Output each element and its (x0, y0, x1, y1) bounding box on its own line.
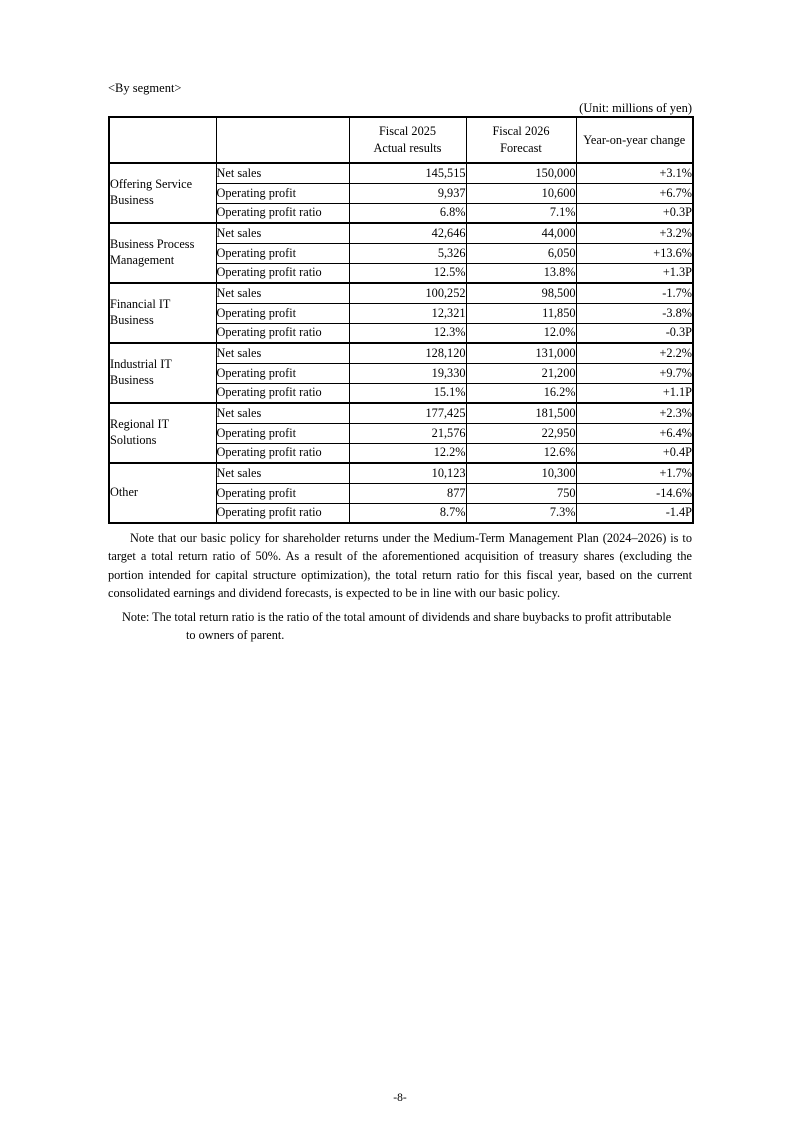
row-label: Net sales (216, 463, 349, 483)
cell-fy2025: 10,123 (349, 463, 466, 483)
cell-fy2025: 12.3% (349, 323, 466, 343)
header-fiscal-2025 (349, 117, 466, 163)
segment-label: Regional IT Solutions (109, 403, 216, 463)
cell-fy2025: 9,937 (349, 183, 466, 203)
header-fiscal-2026-line2: Forecast (500, 141, 542, 155)
row-label: Operating profit ratio (216, 383, 349, 403)
table-row (109, 223, 693, 243)
row-label: Operating profit ratio (216, 263, 349, 283)
cell-fy2025: 8.7% (349, 503, 466, 523)
cell-fy2026: 12.0% (466, 323, 576, 343)
row-label: Operating profit (216, 243, 349, 263)
cell-fy2026: 750 (466, 483, 576, 503)
cell-fy2026: 150,000 (466, 163, 576, 183)
cell-fy2026: 7.3% (466, 503, 576, 523)
header-fiscal-2026 (466, 117, 576, 163)
footnote-line-1: Note: The total return ratio is the ratio of the total amount of dividends and share buybacks to profit attributable (122, 610, 672, 624)
row-label: Operating profit ratio (216, 443, 349, 463)
table-header (109, 117, 693, 163)
header-year-on-year-change: Year-on-year change (576, 117, 693, 163)
row-label: Net sales (216, 343, 349, 363)
cell-fy2025: 15.1% (349, 383, 466, 403)
cell-yoy: +1.7% (576, 463, 693, 483)
cell-fy2026: 21,200 (466, 363, 576, 383)
cell-fy2025: 12.5% (349, 263, 466, 283)
section-title: <By segment> (108, 81, 182, 95)
cell-yoy: -14.6% (576, 483, 693, 503)
cell-yoy: +3.1% (576, 163, 693, 183)
table-header-row (109, 117, 693, 163)
cell-fy2025: 177,425 (349, 403, 466, 423)
cell-fy2026: 13.8% (466, 263, 576, 283)
row-label: Operating profit (216, 423, 349, 443)
cell-fy2026: 22,950 (466, 423, 576, 443)
cell-fy2026: 11,850 (466, 303, 576, 323)
table-row (109, 163, 693, 183)
table-row (109, 463, 693, 483)
footnote-block (108, 608, 692, 645)
unit-note: (Unit: millions of yen) (579, 101, 692, 115)
cell-fy2026: 10,300 (466, 463, 576, 483)
cell-yoy: +1.3P (576, 263, 693, 283)
header-segment-blank (109, 117, 216, 163)
cell-yoy: +2.2% (576, 343, 693, 363)
cell-fy2025: 5,326 (349, 243, 466, 263)
table-row (109, 343, 693, 363)
cell-fy2025: 128,120 (349, 343, 466, 363)
cell-fy2026: 181,500 (466, 403, 576, 423)
header-fiscal-2025-line2: Actual results (373, 141, 442, 155)
header-fiscal-2026-line1: Fiscal 2026 (492, 124, 550, 139)
cell-yoy: +6.7% (576, 183, 693, 203)
cell-fy2025: 12,321 (349, 303, 466, 323)
row-label: Operating profit (216, 363, 349, 383)
cell-yoy: +0.4P (576, 443, 693, 463)
cell-yoy: +13.6% (576, 243, 693, 263)
segment-label: Industrial IT Business (109, 343, 216, 403)
row-label: Operating profit ratio (216, 323, 349, 343)
cell-fy2026: 6,050 (466, 243, 576, 263)
segment-label: Other (109, 463, 216, 523)
row-label: Net sales (216, 223, 349, 243)
row-label: Net sales (216, 163, 349, 183)
cell-yoy: +6.4% (576, 423, 693, 443)
cell-yoy: -1.7% (576, 283, 693, 303)
cell-yoy: +2.3% (576, 403, 693, 423)
cell-yoy: -1.4P (576, 503, 693, 523)
cell-fy2026: 10,600 (466, 183, 576, 203)
cell-yoy: -3.8% (576, 303, 693, 323)
row-label: Operating profit (216, 183, 349, 203)
shareholder-returns-paragraph: Note that our basic policy for shareholder returns under the Medium-Term Management Plan (2024–2026) is to target a total return ratio of 50%. As a result of the aforementioned acquisition of treasury shares (excluding the portion intended for capital structure optimization), the total return ratio for this fiscal year, based on the current consolidated earnings and dividend forecasts, is expected to be in line with our basic policy. (108, 531, 692, 600)
cell-fy2026: 131,000 (466, 343, 576, 363)
cell-fy2026: 98,500 (466, 283, 576, 303)
row-label: Operating profit ratio (216, 503, 349, 523)
cell-fy2025: 877 (349, 483, 466, 503)
body-paragraph-block (108, 529, 692, 602)
cell-fy2025: 100,252 (349, 283, 466, 303)
header-item-blank (216, 117, 349, 163)
footnote-line-2: to owners of parent. (186, 628, 285, 643)
row-label: Operating profit (216, 303, 349, 323)
cell-fy2025: 21,576 (349, 423, 466, 443)
table-row (109, 403, 693, 423)
row-label: Net sales (216, 283, 349, 303)
cell-fy2025: 145,515 (349, 163, 466, 183)
cell-fy2025: 6.8% (349, 203, 466, 223)
cell-fy2026: 16.2% (466, 383, 576, 403)
row-label: Operating profit (216, 483, 349, 503)
cell-yoy: +0.3P (576, 203, 693, 223)
row-label: Operating profit ratio (216, 203, 349, 223)
cell-fy2025: 42,646 (349, 223, 466, 243)
cell-yoy: +1.1P (576, 383, 693, 403)
cell-fy2025: 12.2% (349, 443, 466, 463)
table-row (109, 283, 693, 303)
cell-yoy: +9.7% (576, 363, 693, 383)
cell-fy2026: 44,000 (466, 223, 576, 243)
page-number: -8- (393, 1092, 407, 1104)
cell-fy2026: 12.6% (466, 443, 576, 463)
segment-label: Business Process Management (109, 223, 216, 283)
cell-yoy: -0.3P (576, 323, 693, 343)
segment-label: Financial IT Business (109, 283, 216, 343)
cell-fy2025: 19,330 (349, 363, 466, 383)
segment-label: Offering Service Business (109, 163, 216, 223)
cell-fy2026: 7.1% (466, 203, 576, 223)
cell-yoy: +3.2% (576, 223, 693, 243)
segment-results-table (108, 116, 694, 524)
table-body (109, 163, 693, 523)
row-label: Net sales (216, 403, 349, 423)
header-fiscal-2025-line1: Fiscal 2025 (378, 124, 437, 139)
